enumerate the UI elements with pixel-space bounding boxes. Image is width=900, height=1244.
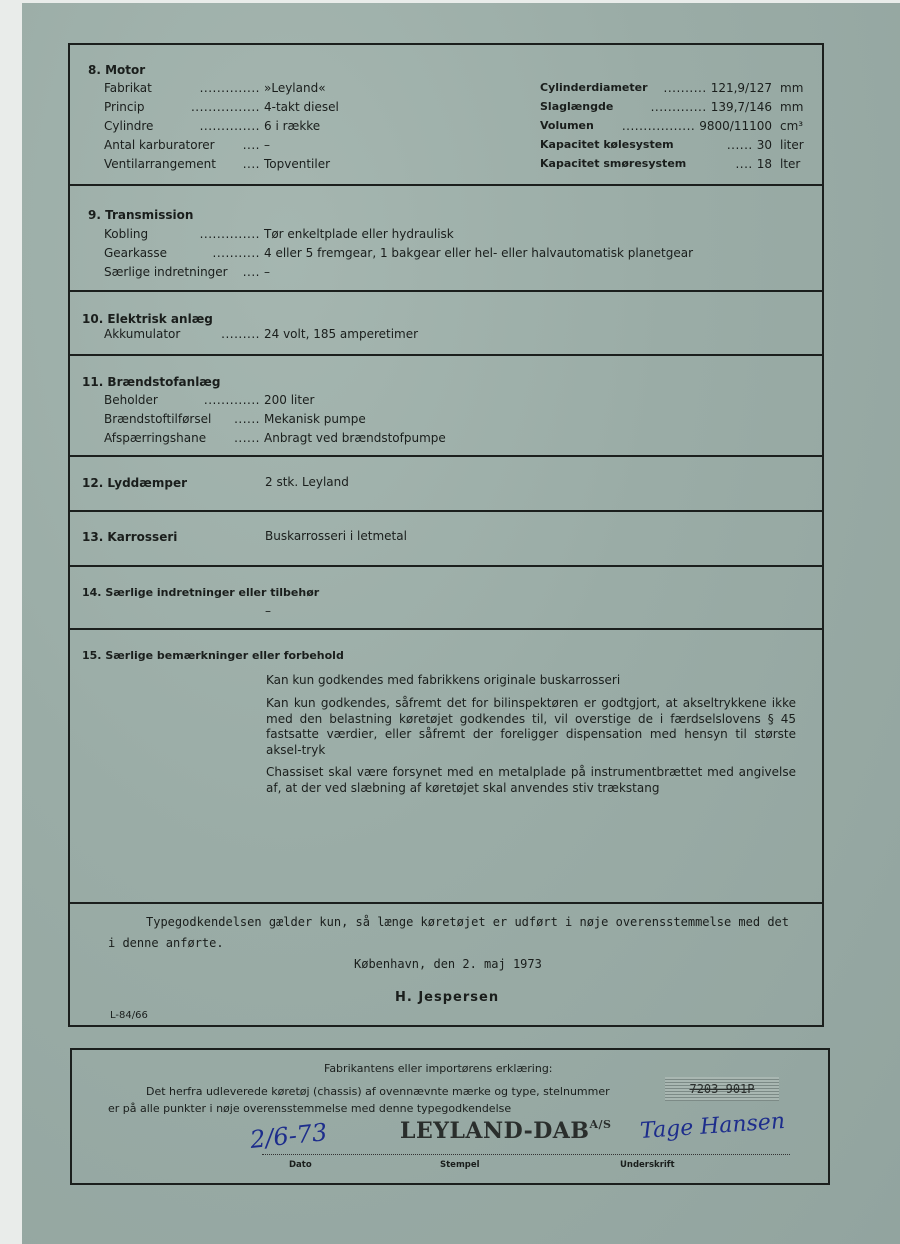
field-label: Cylindre <box>104 119 154 133</box>
section-divider <box>68 455 824 457</box>
field-label: Kapacitet smøresystem <box>540 157 687 170</box>
field-value: 30 <box>756 138 772 152</box>
section-title-motor: 8. Motor <box>88 63 146 77</box>
field-label: Fabrikat <box>104 81 152 95</box>
field-label: Akkumulator <box>104 327 181 341</box>
field-value: Mekanisk pumpe <box>264 412 366 426</box>
leader-dots: .... <box>735 157 753 171</box>
remark-paragraph: Chassiset skal være forsynet med en metalplade på instrumentbrættet med angivelse af, at der ved slæbning af køretøjet skal anvendes stiv trækstang <box>266 765 796 795</box>
field-value: 121,9/127 <box>710 81 772 95</box>
muffler-value: 2 stk. Leyland <box>265 475 349 489</box>
field-row <box>104 119 444 135</box>
chassis-serial-number: 7203 901P <box>665 1077 779 1101</box>
leader-dots: .......... <box>663 81 707 95</box>
field-row <box>104 412 484 428</box>
stamp-text: LEYLAND-DAB <box>400 1118 590 1144</box>
declaration-line-2: er på alle punkter i nøje overensstemmelse med denne typegodkendelse <box>108 1102 512 1115</box>
field-label: Kapacitet kølesystem <box>540 138 674 151</box>
section-divider <box>68 510 824 512</box>
field-value: Topventiler <box>264 157 331 171</box>
signatory-name: H. Jespersen <box>395 990 500 1005</box>
field-row <box>104 393 484 409</box>
field-value: 9800/11100 <box>699 119 772 133</box>
leader-dots: ............. <box>203 393 260 407</box>
field-value: »Leyland« <box>264 81 326 95</box>
leader-dots: ................ <box>190 100 260 114</box>
section-title-electric: 10. Elektrisk anlæg <box>82 312 213 326</box>
company-stamp <box>400 1118 611 1144</box>
special-equipment-value: – <box>265 604 271 618</box>
field-value: 18 <box>756 157 772 171</box>
declaration-title: Fabrikantens eller importørens erklæring: <box>324 1062 553 1075</box>
field-row <box>104 81 444 97</box>
label-signature: Underskrift <box>620 1160 675 1170</box>
field-label: Antal karburatorer <box>104 138 215 152</box>
form-code: L-84/66 <box>110 1010 148 1021</box>
leader-dots: ........... <box>212 246 260 260</box>
field-label: Princip <box>104 100 145 114</box>
section-divider <box>68 290 824 292</box>
field-value: 4-takt diesel <box>264 100 339 114</box>
leader-dots: ................. <box>621 119 696 133</box>
field-label: Slaglængde <box>540 100 614 113</box>
signature-line <box>262 1154 790 1155</box>
field-label: Brændstoftilførsel <box>104 412 212 426</box>
label-stamp: Stempel <box>440 1160 480 1170</box>
form-frame <box>68 43 824 1027</box>
field-value: – <box>264 138 270 152</box>
leader-dots: .............. <box>199 119 260 133</box>
field-label: Gearkasse <box>104 246 167 260</box>
leader-dots: ...... <box>234 431 260 445</box>
field-value: 24 volt, 185 amperetimer <box>264 327 419 341</box>
field-label: Beholder <box>104 393 158 407</box>
section-divider <box>68 184 824 186</box>
field-row <box>104 138 444 154</box>
field-label: Volumen <box>540 119 594 132</box>
leader-dots: .... <box>242 138 260 152</box>
remark-paragraph: Kan kun godkendes med fabrikkens originale buskarrosseri <box>266 673 621 687</box>
field-value: 200 liter <box>264 393 315 407</box>
field-row <box>104 246 784 262</box>
field-unit: liter <box>780 138 804 152</box>
field-label: Cylinderdiameter <box>540 81 648 94</box>
leader-dots: .... <box>242 265 260 279</box>
section-title-body: 13. Karrosseri <box>82 530 178 544</box>
field-row <box>104 265 784 281</box>
field-unit: mm <box>780 81 804 95</box>
section-divider <box>68 354 824 356</box>
leader-dots: .............. <box>199 81 260 95</box>
handwritten-signature: Tage Hansen <box>639 1108 786 1145</box>
leader-dots: .... <box>242 157 260 171</box>
body-value: Buskarrosseri i letmetal <box>265 529 407 543</box>
field-unit: mm <box>780 100 804 114</box>
section-title-muffler: 12. Lyddæmper <box>82 476 187 490</box>
field-row <box>104 431 484 447</box>
field-label: Kobling <box>104 227 149 241</box>
section-divider <box>68 902 824 904</box>
field-label: Særlige indretninger <box>104 265 228 279</box>
handwritten-date: 2/6-73 <box>248 1118 329 1154</box>
declaration-line-1: Det herfra udleverede køretøj (chassis) af ovennævnte mærke og type, stelnummer <box>146 1085 610 1098</box>
field-value: 6 i række <box>264 119 321 133</box>
field-value: – <box>264 265 270 279</box>
field-label: Ventilarrangement <box>104 157 216 171</box>
section-divider <box>68 565 824 567</box>
leader-dots: ...... <box>234 412 260 426</box>
leader-dots: .............. <box>199 227 260 241</box>
section-title-fuel: 11. Brændstofanlæg <box>82 375 221 389</box>
field-unit: lter <box>780 157 801 171</box>
field-row <box>104 100 444 116</box>
field-value: Tør enkeltplade eller hydraulisk <box>264 227 454 241</box>
field-unit: cm³ <box>780 119 804 133</box>
field-row <box>104 157 444 173</box>
section-title-remarks: 15. Særlige bemærkninger eller forbehold <box>82 649 344 662</box>
field-label: Afspærringshane <box>104 431 207 445</box>
place-date: København, den 2. maj 1973 <box>354 957 542 971</box>
field-value: 139,7/146 <box>710 100 772 114</box>
field-value: 4 eller 5 fremgear, 1 bakgear eller hel- eller halvautomatisk planetgear <box>264 246 694 260</box>
remark-paragraph: Kan kun godkendes, såfremt det for bilinspektøren er godtgjort, at akseltrykkene ikke med den belastning køretøjet godkendes til, vil overstige de i færdselslovens § 45 fastsatte værdier, eller såfremt der foreligger dispensation med hensyn til største aksel-tryk <box>266 696 796 757</box>
section-title-transmission: 9. Transmission <box>88 208 194 222</box>
field-value: Anbragt ved brændstofpumpe <box>264 431 446 445</box>
leader-dots: ............. <box>650 100 707 114</box>
label-date: Dato <box>289 1160 312 1170</box>
section-divider <box>68 628 824 630</box>
stamp-suffix: A/S <box>589 1118 612 1131</box>
field-row <box>104 327 464 343</box>
field-row <box>104 227 784 243</box>
section-title-special-equipment: 14. Særlige indretninger eller tilbehør <box>82 586 320 599</box>
validity-text: Typegodkendelsen gælder kun, så længe køretøjet er udført i nøje overensstemmelse med det i denne anførte. <box>108 915 789 950</box>
leader-dots: ...... <box>726 138 753 152</box>
leader-dots: ......... <box>221 327 260 341</box>
